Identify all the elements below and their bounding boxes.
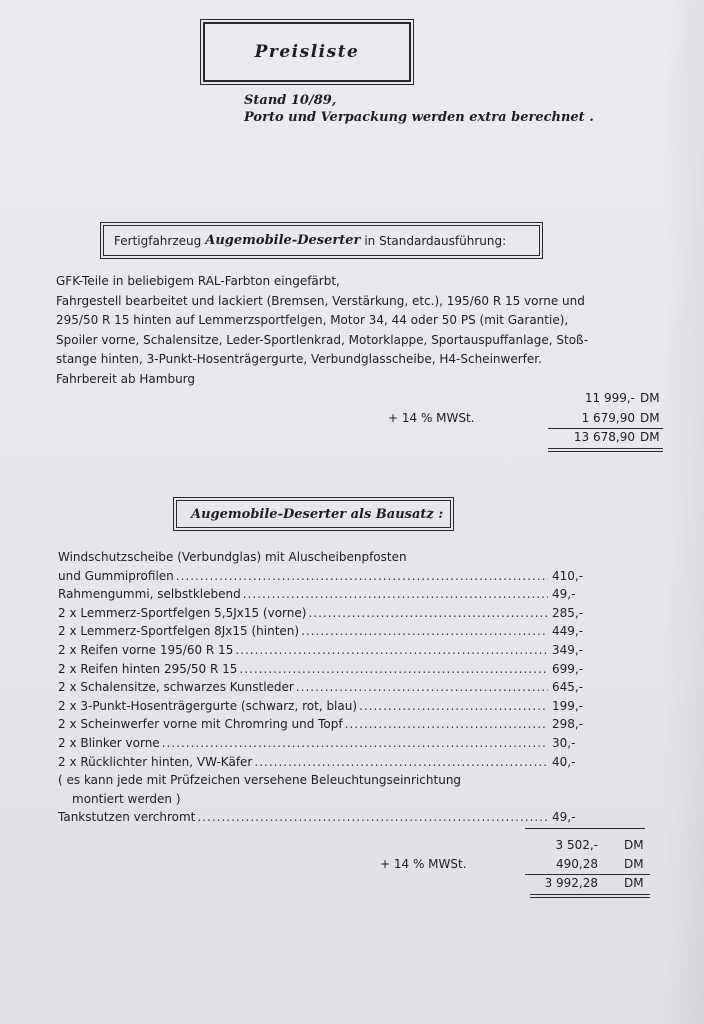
section1-sum-line bbox=[548, 428, 663, 429]
section1-description bbox=[56, 272, 656, 389]
list-item bbox=[58, 697, 598, 716]
list-item bbox=[58, 660, 598, 679]
leader-dots bbox=[235, 641, 548, 660]
leader-dots bbox=[296, 678, 548, 697]
title-frame bbox=[203, 22, 411, 82]
leader-dots bbox=[197, 808, 548, 827]
list-item bbox=[58, 622, 598, 641]
section1-total-currency: DM bbox=[640, 430, 660, 444]
item-note: ( es kann jede mit Prüfzeichen versehene Beleuchtungseinrichtung bbox=[58, 773, 462, 788]
leader-dots bbox=[176, 567, 548, 586]
item-label: 2 x Schalensitze, schwarzes Kunstleder bbox=[58, 680, 294, 695]
section1-heading-post: in Standardausführung: bbox=[364, 233, 507, 248]
section2-total-double-line bbox=[530, 894, 650, 898]
item-price: 410,- bbox=[552, 568, 584, 583]
list-item bbox=[58, 678, 598, 697]
item-label: 2 x Lemmerz-Sportfelgen 5,5Jx15 (vorne) bbox=[58, 605, 307, 620]
item-label: und Gummiprofilen bbox=[58, 568, 174, 583]
item-label: 2 x Reifen hinten 295/50 R 15 bbox=[58, 661, 238, 676]
section1-tax-currency: DM bbox=[640, 411, 660, 425]
list-item bbox=[58, 548, 598, 567]
section1-heading bbox=[103, 225, 540, 256]
list-item bbox=[58, 734, 598, 753]
list-item bbox=[58, 604, 598, 623]
item-label: 2 x Lemmerz-Sportfelgen 8Jx15 (hinten) bbox=[58, 624, 300, 639]
section2-subtotal: 3 502,- bbox=[555, 838, 598, 852]
section2-total: 3 992,28 bbox=[544, 876, 598, 890]
section1-tax: 1 679,90 bbox=[581, 411, 635, 425]
list-item bbox=[58, 808, 598, 827]
item-label: 2 x Rücklichter hinten, VW-Käfer bbox=[58, 754, 253, 769]
list-item bbox=[58, 567, 598, 586]
list-item bbox=[58, 585, 598, 604]
list-item bbox=[58, 790, 598, 809]
leader-dots bbox=[359, 697, 548, 716]
section1-tax-label: + 14 % MWSt. bbox=[388, 411, 475, 425]
stand-note bbox=[244, 92, 594, 126]
section2-tax-label: + 14 % MWSt. bbox=[380, 857, 467, 871]
leader-dots bbox=[308, 604, 548, 623]
section1-price: 11 999,- bbox=[584, 391, 635, 405]
item-price: 645,- bbox=[552, 680, 584, 695]
section2-tax-currency: DM bbox=[624, 857, 644, 871]
item-price: 30,- bbox=[552, 735, 576, 750]
section2-total-line bbox=[525, 874, 650, 875]
item-label: Windschutzscheibe (Verbundglas) mit Aluscheibenpfosten bbox=[58, 550, 407, 564]
section1-heading-model: Augemobile-Deserter bbox=[205, 233, 361, 248]
description-line: Spoiler vorne, Schalensitze, Leder-Sportlenkrad, Motorklappe, Sportauspuffanlage, Stoß- bbox=[56, 332, 589, 347]
leader-dots bbox=[301, 622, 548, 641]
list-item bbox=[58, 771, 598, 790]
item-price: 49,- bbox=[552, 810, 576, 825]
item-note: montiert werden ) bbox=[72, 791, 181, 806]
section2-sum-line bbox=[525, 828, 645, 829]
item-price: 40,- bbox=[552, 754, 576, 769]
section2-heading-text: Augemobile-Deserter als Bausatz : bbox=[191, 506, 444, 522]
stand-date: Stand 10/89, bbox=[244, 93, 337, 108]
section2-heading bbox=[176, 500, 451, 528]
item-label: Tankstutzen verchromt bbox=[58, 810, 196, 825]
leader-dots bbox=[239, 660, 548, 679]
list-item bbox=[58, 753, 598, 772]
description-line: Fahrbereit ab Hamburg bbox=[56, 371, 196, 386]
section2-total-currency: DM bbox=[624, 876, 644, 890]
section1-total-double-line bbox=[548, 448, 663, 452]
description-line: 295/50 R 15 hinten auf Lemmerzsportfelgen, Motor 34, 44 oder 50 PS (mit Garantie), bbox=[56, 313, 569, 327]
page-title: Preisliste bbox=[254, 42, 360, 62]
description-line: stange hinten, 3-Punkt-Hosenträgergurte, Verbundglasscheibe, H4-Scheinwerfer. bbox=[56, 352, 542, 366]
item-price: 298,- bbox=[552, 717, 584, 732]
item-label: 2 x Scheinwerfer vorne mit Chromring und Topf bbox=[58, 717, 343, 732]
list-item bbox=[58, 715, 598, 734]
description-line: Fahrgestell bearbeitet und lackiert (Bremsen, Verstärkung, etc.), 195/60 R 15 vorne und bbox=[56, 293, 585, 308]
item-price: 199,- bbox=[552, 698, 584, 713]
leader-dots bbox=[162, 734, 548, 753]
shipping-note: Porto und Verpackung werden extra berechnet . bbox=[244, 110, 594, 125]
item-label: 2 x Reifen vorne 195/60 R 15 bbox=[58, 642, 234, 657]
item-price: 699,- bbox=[552, 661, 584, 676]
item-label: Rahmengummi, selbstklebend bbox=[58, 587, 241, 602]
item-label: 2 x 3-Punkt-Hosenträgergurte (schwarz, rot, blau) bbox=[58, 698, 358, 713]
section2-subtotal-currency: DM bbox=[624, 838, 644, 852]
item-price: 449,- bbox=[552, 624, 584, 639]
description-line: GFK-Teile in beliebigem RAL-Farbton eingefärbt, bbox=[56, 274, 340, 288]
section1-heading-pre: Fertigfahrzeug bbox=[114, 233, 202, 248]
item-price: 49,- bbox=[552, 587, 576, 602]
section1-price-currency: DM bbox=[640, 391, 660, 405]
item-price: 349,- bbox=[552, 642, 584, 657]
item-price: 285,- bbox=[552, 605, 584, 620]
section1-total: 13 678,90 bbox=[573, 430, 635, 444]
list-item bbox=[58, 641, 598, 660]
page-shadow bbox=[664, 0, 704, 1024]
leader-dots bbox=[254, 753, 548, 772]
leader-dots bbox=[345, 715, 548, 734]
leader-dots bbox=[243, 585, 548, 604]
kit-items-list bbox=[58, 548, 598, 827]
section2-tax: 490,28 bbox=[556, 857, 598, 871]
item-label: 2 x Blinker vorne bbox=[58, 735, 160, 750]
